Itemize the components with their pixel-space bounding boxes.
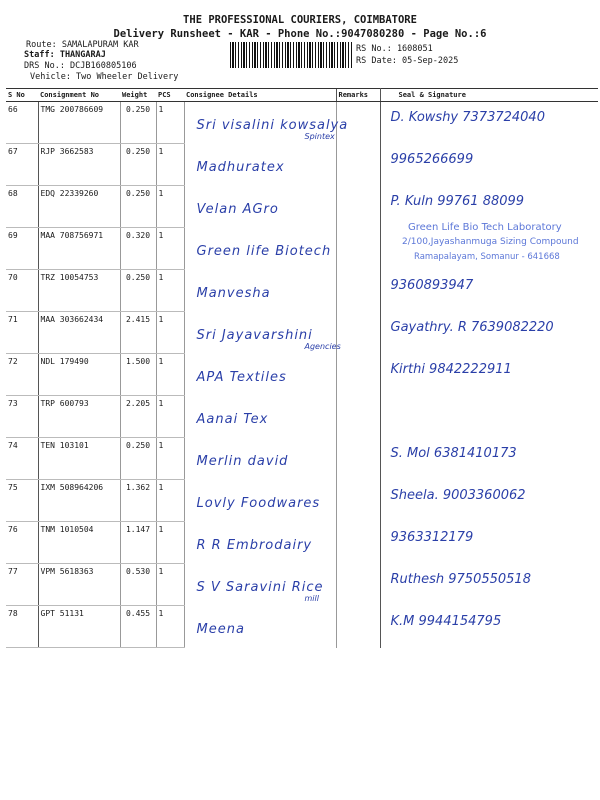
table-row: [6, 354, 598, 396]
route-label: Route: SAMALAPURAM KAR: [26, 40, 139, 50]
row-pcs: 1: [156, 144, 184, 186]
row-weight: 0.250: [120, 102, 156, 144]
row-sno: 75: [6, 480, 38, 522]
consignee-handwriting: Manvesha: [196, 285, 271, 301]
row-consignment-no: IXM 508964206: [38, 480, 120, 522]
row-sno: 72: [6, 354, 38, 396]
signature-handwriting: Kirthi 9842222911: [390, 361, 512, 377]
row-pcs: 1: [156, 312, 184, 354]
row-remarks: [336, 270, 380, 312]
row-consignee: [184, 354, 336, 396]
drs-label: DRS No.: DCJB160805106: [24, 61, 137, 71]
row-pcs: 1: [156, 270, 184, 312]
table-row: [6, 564, 598, 606]
row-remarks: [336, 102, 380, 144]
row-weight: 0.250: [120, 438, 156, 480]
table-row: [6, 396, 598, 438]
row-remarks: [336, 522, 380, 564]
row-signature: [380, 480, 598, 522]
col-consignment: Consignment No: [38, 89, 120, 102]
row-weight: 0.250: [120, 144, 156, 186]
row-signature: [380, 522, 598, 564]
row-pcs: 1: [156, 480, 184, 522]
row-weight: 2.415: [120, 312, 156, 354]
row-consignee: [184, 480, 336, 522]
row-consignee: [184, 186, 336, 228]
signature-handwriting: Gayathry. R 7639082220: [390, 319, 554, 335]
row-weight: 0.250: [120, 270, 156, 312]
row-pcs: 1: [156, 438, 184, 480]
row-weight: 0.320: [120, 228, 156, 270]
col-pcs: PCS: [156, 89, 184, 102]
row-consignee: [184, 144, 336, 186]
runsheet-subtitle: Delivery Runsheet - KAR - Phone No.:9047080280 - Page No.:6: [113, 28, 487, 40]
row-remarks: [336, 438, 380, 480]
row-consignment-no: TRP 600793: [38, 396, 120, 438]
consignee-handwriting: Madhuratex: [196, 159, 285, 175]
row-pcs: 1: [156, 228, 184, 270]
rs-number: RS No.: 1608051: [356, 44, 433, 54]
row-consignee: [184, 396, 336, 438]
row-sno: 68: [6, 186, 38, 228]
row-pcs: 1: [156, 606, 184, 648]
consignee-handwriting: Merlin david: [196, 453, 289, 469]
consignee-handwriting: Lovly Foodwares: [196, 495, 321, 511]
row-weight: 0.250: [120, 186, 156, 228]
signature-handwriting: S. Mol 6381410173: [390, 445, 517, 461]
row-sno: 70: [6, 270, 38, 312]
signature-handwriting: Ruthesh 9750550518: [390, 571, 531, 587]
row-sno: 69: [6, 228, 38, 270]
stamp-line1: Green Life Bio Tech Laboratory: [408, 222, 562, 233]
row-signature: [380, 606, 598, 648]
row-consignment-no: TEN 103101: [38, 438, 120, 480]
signature-handwriting: K.M 9944154795: [390, 613, 502, 629]
row-remarks: [336, 186, 380, 228]
row-pcs: 1: [156, 354, 184, 396]
consignee-handwriting-2: Agencies: [304, 341, 341, 351]
row-remarks: [336, 606, 380, 648]
runsheet-table: [6, 88, 598, 648]
consignee-handwriting-2: mill: [304, 593, 319, 603]
row-consignment-no: TNM 1010504: [38, 522, 120, 564]
consignee-handwriting-2: Spintex: [304, 132, 335, 141]
col-weight: Weight: [120, 89, 156, 102]
row-consignment-no: NDL 179490: [38, 354, 120, 396]
table-row: [6, 144, 598, 186]
row-sno: 67: [6, 144, 38, 186]
row-consignee: [184, 270, 336, 312]
table-row: [6, 606, 598, 648]
table-row: [6, 438, 598, 480]
row-signature: [380, 354, 598, 396]
row-sno: 71: [6, 312, 38, 354]
row-sno: 78: [6, 606, 38, 648]
consignee-handwriting: Meena: [196, 621, 245, 637]
rs-date: RS Date: 05-Sep-2025: [356, 56, 459, 66]
row-pcs: 1: [156, 186, 184, 228]
row-signature: [380, 144, 598, 186]
row-remarks: [336, 480, 380, 522]
signature-handwriting: P. Kuln 99761 88099: [390, 193, 525, 209]
col-consignee: Consignee Details: [184, 89, 336, 102]
row-consignee: [184, 312, 341, 354]
row-signature: [380, 396, 598, 438]
signature-handwriting: 9363312179: [390, 529, 474, 545]
signature-handwriting: Sheela. 9003360062: [390, 487, 526, 503]
row-consignee: [184, 564, 336, 606]
row-weight: 1.147: [120, 522, 156, 564]
staff-label: Staff: THANGARAJ: [24, 50, 106, 60]
row-pcs: 1: [156, 102, 184, 144]
company-title: THE PROFESSIONAL COURIERS, COIMBATORE: [183, 14, 417, 26]
row-weight: 2.205: [120, 396, 156, 438]
col-remarks: Remarks: [336, 89, 380, 102]
row-weight: 0.530: [120, 564, 156, 606]
barcode: [230, 42, 352, 68]
row-consignment-no: GPT 51131: [38, 606, 120, 648]
table-row: [6, 270, 598, 312]
row-sno: 66: [6, 102, 38, 144]
consignee-handwriting: R R Embrodairy: [196, 537, 313, 553]
consignee-handwriting: Sri Jayavarshini: [196, 327, 313, 343]
row-sno: 76: [6, 522, 38, 564]
row-consignee: [184, 522, 336, 564]
row-consignment-no: VPM 5618363: [38, 564, 120, 606]
row-consignee: [184, 228, 336, 270]
row-consignee: [184, 606, 336, 648]
table-header-row: [6, 89, 598, 102]
table-row: [6, 228, 598, 270]
row-sno: 73: [6, 396, 38, 438]
row-signature: [380, 270, 598, 312]
table-row: [6, 102, 598, 144]
row-signature: [380, 312, 598, 354]
row-sno: 74: [6, 438, 38, 480]
row-consignee: [184, 102, 349, 144]
table-row: [6, 480, 598, 522]
row-signature: [380, 228, 598, 270]
consignee-handwriting: Sri visalini kowsalya: [196, 118, 349, 133]
consignee-handwriting: APA Textiles: [196, 369, 287, 385]
row-signature: [380, 102, 598, 144]
row-consignment-no: MAA 303662434: [38, 312, 120, 354]
signature-handwriting: D. Kowshy 7373724040: [390, 110, 545, 125]
table-row: [6, 312, 598, 354]
row-consignment-no: EDQ 22339260: [38, 186, 120, 228]
row-signature: [380, 438, 598, 480]
row-pcs: 1: [156, 522, 184, 564]
row-consignment-no: MAA 708756971: [38, 228, 120, 270]
vehicle-label: Vehicle: Two Wheeler Delivery: [30, 72, 179, 82]
row-consignment-no: TRZ 10054753: [38, 270, 120, 312]
row-remarks: [336, 144, 380, 186]
table-row: [6, 522, 598, 564]
row-weight: 1.362: [120, 480, 156, 522]
row-weight: 0.455: [120, 606, 156, 648]
signature-handwriting: 9360893947: [390, 277, 474, 293]
row-consignment-no: TMG 200786609: [38, 102, 120, 144]
row-consignee: [184, 438, 336, 480]
consignee-handwriting: S V Saravini Rice: [196, 579, 324, 595]
signature-handwriting: 9965266699: [390, 151, 474, 167]
col-signature: Seal & Signature: [380, 89, 598, 102]
col-sno: S No: [6, 89, 38, 102]
stamp-line2: 2/100,Jayashanmuga Sizing Compound: [402, 237, 579, 247]
stamp-line3: Ramapalayam, Somanur - 641668: [414, 252, 560, 262]
row-remarks: [336, 396, 380, 438]
row-pcs: 1: [156, 396, 184, 438]
row-consignment-no: RJP 3662583: [38, 144, 120, 186]
row-sno: 77: [6, 564, 38, 606]
consignee-handwriting: Aanai Tex: [196, 411, 269, 427]
row-signature: [380, 564, 598, 606]
row-remarks: [336, 564, 380, 606]
row-remarks: [336, 354, 380, 396]
row-remarks: [336, 312, 380, 354]
consignee-handwriting: Velan AGro: [196, 201, 279, 217]
row-pcs: 1: [156, 564, 184, 606]
row-weight: 1.500: [120, 354, 156, 396]
row-remarks: [336, 228, 380, 270]
consignee-handwriting: Green life Biotech: [196, 243, 332, 259]
